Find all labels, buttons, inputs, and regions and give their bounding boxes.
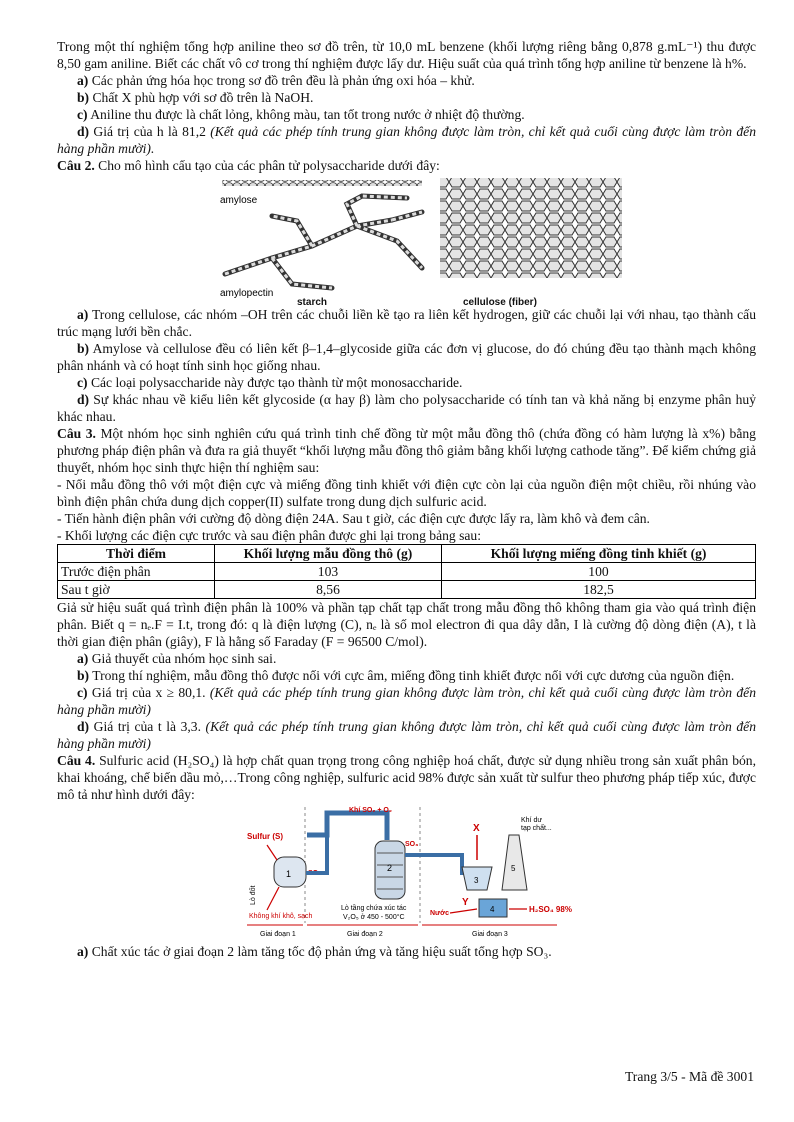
q4-item-a bbox=[57, 943, 756, 960]
tower-number: 3 bbox=[474, 876, 479, 885]
q2-item-a bbox=[57, 306, 756, 340]
question-3 bbox=[57, 425, 756, 476]
reactor-number: 2 bbox=[387, 863, 393, 873]
gas-top-label: Khí SO₂ + O₂ bbox=[349, 807, 392, 814]
item-label: d) bbox=[77, 392, 90, 407]
item-label: c) bbox=[77, 107, 88, 122]
stage-3-label: Giai đoạn 3 bbox=[472, 931, 508, 938]
item-text: Chất xúc tác ở giai đoạn 2 làm tăng tốc độ phản ứng và tăng hiệu suất tổng hợp SO₃. bbox=[88, 944, 552, 959]
item-text: Aniline thu được là chất lỏng, không màu, tan tốt trong nước ở nhiệt độ thường. bbox=[87, 107, 525, 122]
question-label: Câu 2. bbox=[57, 158, 95, 173]
table-cell: Trước điện phân bbox=[58, 563, 215, 581]
item-label: a) bbox=[77, 651, 89, 666]
chimney-5 bbox=[502, 835, 527, 890]
item-text: Giá trị của t là 3,3. bbox=[89, 719, 206, 734]
item-label: a) bbox=[77, 73, 89, 88]
polysaccharide-figure bbox=[57, 176, 756, 308]
item-note: (Kết quả các phép tính trung gian không được làm tròn, chỉ kết quả cuối cùng được làm tròn đến hàng phần mười). bbox=[57, 124, 756, 156]
q3-step-2: - Tiến hành điện phân với cường độ dòng điện 24A. Sau t giờ, các điện cực được lấy ra, làm khô và đem cân. bbox=[57, 511, 650, 526]
question-text: Một nhóm học sinh nghiên cứu quá trình tinh chế đồng từ một mẫu đồng thô (chứa đồng có hàm lượng là x%) bằng phương pháp điện phân và đưa ra giả thuyết “khối lượng mẫu đồng thô giảm bằng khối lượng cathode tăng”. Để kiểm chứng giả thuyết, nhóm học sinh thực hiện thí nghiệm sau: bbox=[57, 426, 756, 475]
item-text: Giả thuyết của nhóm học sinh sai. bbox=[88, 651, 277, 666]
so3-label: SO₃ bbox=[405, 841, 419, 848]
contact-process-diagram bbox=[57, 805, 756, 943]
q3-step-1: - Nối mẫu đồng thô với một điện cực và miếng đồng tinh khiết với điện cực còn lại của nguồn điện một chiều, rồi nhúng vào bình điện phân chứa dung dịch copper(II) sulfate trong dung dịch sulfuric acid. bbox=[57, 477, 756, 509]
item-label: b) bbox=[77, 90, 90, 105]
product-label: H₂SO₄ 98% bbox=[529, 905, 572, 914]
chimney-number: 5 bbox=[511, 864, 516, 873]
table-header: Thời điểm bbox=[58, 545, 215, 563]
tank-number: 4 bbox=[490, 905, 495, 914]
intro-item-b bbox=[57, 89, 756, 106]
amylose-chain bbox=[222, 180, 422, 186]
page-footer: Trang 3/5 - Mã đề 3001 bbox=[624, 1069, 754, 1084]
question-label: Câu 4. bbox=[57, 753, 96, 768]
question-4 bbox=[57, 752, 756, 803]
question-label: Câu 3. bbox=[57, 426, 96, 441]
air-label: Không khí khô, sạch bbox=[249, 913, 313, 920]
q3-step-3: - Khối lượng các điện cực trước và sau điện phân được ghi lại trong bảng sau: bbox=[57, 528, 481, 543]
item-note: (Kết quả các phép tính trung gian không được làm tròn, chỉ kết quả cuối cùng được làm tròn đến hàng phần mười) bbox=[57, 685, 756, 717]
table-header: Khối lượng miếng đồng tinh khiết (g) bbox=[442, 545, 756, 563]
gas-pipe bbox=[307, 813, 387, 840]
item-label: a) bbox=[77, 307, 89, 322]
exhaust-label-2: tạp chất... bbox=[521, 825, 552, 832]
q3-item-b bbox=[57, 667, 756, 684]
q3-item-a bbox=[57, 650, 756, 667]
question-text: Sulfuric acid (H₂SO₄) là hợp chất quan trọng trong công nghiệp hoá chất, được sử dụng nhiều trong sản xuất phân bón, khai khoáng, chế biến dầu mỏ,…Trong công nghiệp, sulfuric acid 98% được sản xuất từ sulfur theo phương pháp tiếp xúc, được mô tả như hình dưới đây: bbox=[57, 753, 756, 802]
table-row bbox=[58, 581, 756, 599]
y-label: Y bbox=[462, 897, 469, 908]
cellulose-network bbox=[440, 178, 622, 278]
q2-item-b bbox=[57, 340, 756, 374]
item-text: Giá trị của x ≥ 80,1. bbox=[87, 685, 210, 700]
q3-item-c bbox=[57, 684, 756, 718]
item-label: d) bbox=[77, 124, 90, 139]
table-header-row bbox=[58, 545, 756, 563]
stage-1-label: Giai đoạn 1 bbox=[260, 931, 296, 938]
item-label: d) bbox=[77, 719, 90, 734]
item-label: c) bbox=[77, 685, 88, 700]
electrode-mass-table bbox=[57, 544, 756, 599]
item-label: b) bbox=[77, 341, 90, 356]
item-text: Các phản ứng hóa học trong sơ đồ trên đều là phản ứng oxi hóa – khử. bbox=[88, 73, 475, 88]
item-text: Trong thí nghiệm, mẫu đồng thô được nối với cực âm, miếng đồng tinh khiết được nối với cực dương của nguồn điện. bbox=[89, 668, 735, 683]
table-header: Khối lượng mẫu đồng thô (g) bbox=[215, 545, 442, 563]
item-text: Sự khác nhau về kiểu liên kết glycoside (α hay β) làm cho polysaccharide có tính tan và khả năng bị enzyme phân huỷ khác nhau. bbox=[57, 392, 756, 424]
exhaust-label-1: Khí dư bbox=[521, 817, 543, 824]
starch-caption: starch bbox=[297, 297, 328, 308]
table-cell: 100 bbox=[442, 563, 756, 581]
q3-item-d bbox=[57, 718, 756, 752]
q2-item-d bbox=[57, 391, 756, 425]
page-content bbox=[57, 38, 756, 960]
amylopectin-label: amylopectin bbox=[220, 288, 274, 299]
item-label: b) bbox=[77, 668, 90, 683]
question-text: Cho mô hình cấu tạo của các phân tử polysaccharide dưới đây: bbox=[94, 158, 440, 173]
q2-item-c bbox=[57, 374, 756, 391]
item-note: (Kết quả các phép tính trung gian không được làm tròn, chỉ kết quả cuối cùng được làm tròn đến hàng phần mười) bbox=[57, 719, 756, 751]
furnace-number: 1 bbox=[286, 869, 292, 879]
intro-item-c bbox=[57, 106, 756, 123]
polysaccharide-diagram bbox=[57, 176, 756, 304]
catalyst-label-2: V₂O₅ ở 450 - 500°C bbox=[343, 914, 405, 921]
sulfur-label: Sulfur (S) bbox=[247, 832, 283, 841]
table-cell: 103 bbox=[215, 563, 442, 581]
intro-item-a bbox=[57, 72, 756, 89]
amylopectin-branches bbox=[225, 196, 422, 288]
q3-assumption: Giả sử hiệu suất quá trình điện phân là 100% và phần tạp chất tạp chất trong mẫu đồng thô không tham gia vào quá trình điện phân. Biết q = nₑ.F = I.t, trong đó: q là điện lượng (C), nₑ là số mol electron đi qua dây dẫn, I là cường độ dòng điện (A), t là thời gian điện phân (giây), F là hằng số Faraday (F = 96500 C/mol). bbox=[57, 600, 756, 649]
item-text: Chất X phù hợp với sơ đồ trên là NaOH. bbox=[89, 90, 314, 105]
catalyst-label-1: Lò tầng chứa xúc tác bbox=[341, 905, 407, 912]
item-label: a) bbox=[77, 944, 89, 959]
amylose-label: amylose bbox=[220, 195, 258, 206]
intro-item-d bbox=[57, 123, 756, 157]
table-cell: Sau t giờ bbox=[58, 581, 215, 599]
item-text: Amylose và cellulose đều có liên kết β–1,4–glycoside giữa các đơn vị glucose, do đó chúng đều tạo thành mạch không phân nhánh và có hoạt tính sinh học giống nhau. bbox=[57, 341, 756, 373]
table-cell: 182,5 bbox=[442, 581, 756, 599]
water-label: Nước bbox=[430, 910, 449, 917]
so2-label: SO₂ bbox=[308, 870, 322, 877]
sulfuric-acid-process-figure bbox=[57, 805, 756, 943]
item-text: Giá trị của h là 81,2 bbox=[89, 124, 211, 139]
item-label: c) bbox=[77, 375, 88, 390]
x-label: X bbox=[473, 823, 480, 834]
item-text: Trong cellulose, các nhóm –OH trên các chuỗi liền kề tạo ra liên kết hydrogen, giữ các chuỗi lại với nhau, tạo thành cấu trúc mạng lưới bền chắc. bbox=[57, 307, 756, 339]
intro-paragraph: Trong một thí nghiệm tổng hợp aniline theo sơ đồ trên, từ 10,0 mL benzene (khối lượng riêng bằng 0,878 g.mL⁻¹) thu được 8,50 gam aniline. Biết các chất vô cơ trong thí nghiệm được lấy dư. Hiệu suất của quá trình tổng hợp aniline từ benzene là h%. bbox=[57, 39, 756, 71]
table-row bbox=[58, 563, 756, 581]
question-2 bbox=[57, 157, 756, 174]
item-text: Các loại polysaccharide này được tạo thành từ một monosaccharide. bbox=[87, 375, 463, 390]
furnace-label: Lò đốt bbox=[250, 885, 257, 905]
stage-2-label: Giai đoạn 2 bbox=[347, 931, 383, 938]
table-cell: 8,56 bbox=[215, 581, 442, 599]
cellulose-caption: cellulose (fiber) bbox=[463, 297, 537, 308]
